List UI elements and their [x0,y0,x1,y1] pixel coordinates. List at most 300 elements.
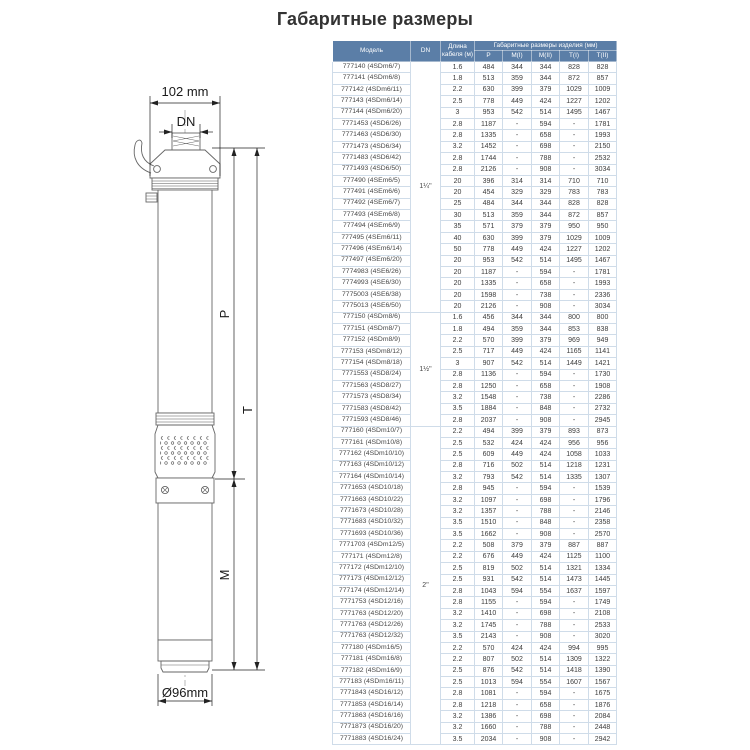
value-cell: 344 [532,62,560,73]
value-cell: 1335 [475,130,503,141]
value-cell: 2.5 [441,437,475,448]
table-row [333,73,617,84]
model-cell: 777142 (4SDm6/11) [333,84,411,95]
value-cell: 1155 [475,597,503,608]
model-cell: 7771763 (4SD12/32) [333,631,411,642]
value-cell: - [560,289,589,300]
model-cell: 7771703 (4SDm12/5) [333,540,411,551]
value-cell: 995 [589,642,617,653]
value-cell: 514 [532,654,560,665]
value-cell: 853 [560,323,589,334]
value-cell: 658 [532,130,560,141]
value-cell: 2.8 [441,699,475,710]
table-row [333,107,617,118]
value-cell: 1.6 [441,62,475,73]
table-row [333,358,617,369]
value-cell: 1390 [589,665,617,676]
value-cell: 1231 [589,460,617,471]
value-cell: 658 [532,699,560,710]
value-cell: 1029 [560,84,589,95]
value-cell: - [503,415,532,426]
value-cell: 424 [532,551,560,562]
value-cell: - [560,699,589,710]
value-cell: 3.5 [441,631,475,642]
value-cell: 1009 [589,232,617,243]
value-cell: 848 [532,403,560,414]
value-cell: 594 [503,585,532,596]
value-cell: 1993 [589,130,617,141]
value-cell: 828 [589,198,617,209]
value-cell: 2.2 [441,84,475,95]
value-cell: 800 [560,312,589,323]
value-cell: 872 [560,210,589,221]
value-cell: 513 [475,73,503,84]
model-cell: 7771563 (4SD8/27) [333,380,411,391]
value-cell: 710 [560,175,589,186]
model-cell: 7771493 (4SD6/50) [333,164,411,175]
value-cell: 2.2 [441,551,475,562]
dn-cell: 2" [411,426,441,745]
value-cell: 424 [503,437,532,448]
value-cell: 2.8 [441,153,475,164]
model-cell: 7771583 (4SD8/42) [333,403,411,414]
model-cell: 777144 (4SDm6/20) [333,107,411,118]
model-cell: 777181 (4SDm16/8) [333,654,411,665]
value-cell: 449 [503,244,532,255]
value-cell: 788 [532,722,560,733]
diameter-dimension-label: Ø96mm [161,685,209,700]
value-cell: 3034 [589,164,617,175]
value-cell: 876 [475,665,503,676]
model-cell: 777154 (4SDm8/18) [333,358,411,369]
value-cell: 807 [475,654,503,665]
value-cell: 1410 [475,608,503,619]
value-cell: 609 [475,449,503,460]
value-cell: 2.8 [441,164,475,175]
col-header-t1: Т(I) [560,51,589,62]
value-cell: 424 [532,244,560,255]
value-cell: 1335 [560,472,589,483]
table-row [333,96,617,107]
value-cell: 570 [475,642,503,653]
value-cell: 379 [532,426,560,437]
value-cell: - [560,506,589,517]
value-cell: 1081 [475,688,503,699]
value-cell: 1876 [589,699,617,710]
value-cell: 449 [503,96,532,107]
value-cell: 454 [475,187,503,198]
value-cell: 778 [475,244,503,255]
value-cell: 1421 [589,358,617,369]
value-cell: 25 [441,198,475,209]
model-cell: 7771453 (4SD6/26) [333,118,411,129]
model-cell: 7771653 (4SD10/18) [333,483,411,494]
model-cell: 777160 (4SDm10/7) [333,426,411,437]
value-cell: 532 [475,437,503,448]
value-cell: 379 [532,84,560,95]
value-cell: 2126 [475,164,503,175]
value-cell: 494 [475,426,503,437]
value-cell: 848 [532,517,560,528]
value-cell: 2.8 [441,130,475,141]
value-cell: 1548 [475,392,503,403]
value-cell: 3020 [589,631,617,642]
value-cell: 2084 [589,711,617,722]
value-cell: 3 [441,358,475,369]
value-cell: 359 [503,210,532,221]
value-cell: 819 [475,563,503,574]
value-cell: 449 [503,551,532,562]
model-cell: 777164 (4SDm10/14) [333,472,411,483]
value-cell: 1495 [560,255,589,266]
value-cell: 908 [532,415,560,426]
value-cell: - [560,722,589,733]
value-cell: - [503,529,532,540]
model-cell: 777493 (4SEm6/8) [333,210,411,221]
model-cell: 777140 (4SDm6/7) [333,62,411,73]
value-cell: 1309 [560,654,589,665]
value-cell: 508 [475,540,503,551]
value-cell: 2.5 [441,346,475,357]
model-cell: 777495 (4SEm6/11) [333,232,411,243]
table-row [333,267,617,278]
value-cell: 3.2 [441,722,475,733]
value-cell: - [503,278,532,289]
value-cell: 542 [503,472,532,483]
value-cell: 3.2 [441,141,475,152]
table-row [333,346,617,357]
value-cell: 344 [532,73,560,84]
value-cell: 945 [475,483,503,494]
col-header-p: P [475,51,503,62]
value-cell: 994 [560,642,589,653]
value-cell: 907 [475,358,503,369]
value-cell: 2945 [589,415,617,426]
value-cell: 1009 [589,84,617,95]
table-row [333,449,617,460]
table-row [333,563,617,574]
value-cell: 379 [532,335,560,346]
table-row [333,244,617,255]
table-row [333,506,617,517]
value-cell: 514 [532,472,560,483]
value-cell: - [560,141,589,152]
value-cell: - [503,369,532,380]
value-cell: 2.5 [441,563,475,574]
value-cell: - [503,164,532,175]
value-cell: - [503,301,532,312]
value-cell: - [503,118,532,129]
value-cell: 2126 [475,301,503,312]
value-cell: 800 [589,312,617,323]
value-cell: 329 [532,187,560,198]
value-cell: 698 [532,711,560,722]
table-row [333,141,617,152]
table-row [333,415,617,426]
value-cell: 788 [532,506,560,517]
value-cell: 379 [532,540,560,551]
value-cell: 399 [503,426,532,437]
model-cell: 7771683 (4SD10/32) [333,517,411,528]
value-cell: 2.2 [441,654,475,665]
value-cell: 783 [589,187,617,198]
value-cell: 554 [532,585,560,596]
value-cell: 20 [441,255,475,266]
value-cell: 950 [589,221,617,232]
value-cell: - [560,688,589,699]
value-cell: 630 [475,84,503,95]
value-cell: 956 [560,437,589,448]
value-cell: 424 [532,437,560,448]
value-cell: 3.2 [441,472,475,483]
value-cell: 1097 [475,494,503,505]
value-cell: - [503,734,532,745]
value-cell: 542 [503,255,532,266]
value-cell: 1510 [475,517,503,528]
value-cell: 1321 [560,563,589,574]
value-cell: 1227 [560,244,589,255]
value-cell: 3.2 [441,620,475,631]
value-cell: 594 [532,483,560,494]
table-row [333,472,617,483]
value-cell: 956 [589,437,617,448]
value-cell: 658 [532,380,560,391]
value-cell: 1218 [560,460,589,471]
model-cell: 777492 (4SEm6/7) [333,198,411,209]
value-cell: 908 [532,164,560,175]
value-cell: 1730 [589,369,617,380]
value-cell: 2034 [475,734,503,745]
value-cell: 594 [503,677,532,688]
model-cell: 777171 (4SDm12/8) [333,551,411,562]
value-cell: 2.2 [441,540,475,551]
value-cell: - [503,517,532,528]
table-row [333,301,617,312]
value-cell: - [560,631,589,642]
table-row [333,722,617,733]
table-row [333,711,617,722]
value-cell: 857 [589,210,617,221]
value-cell: 542 [503,574,532,585]
value-cell: 908 [532,734,560,745]
value-cell: - [503,403,532,414]
value-cell: - [560,734,589,745]
value-cell: - [560,118,589,129]
value-cell: 1202 [589,244,617,255]
model-cell: 777143 (4SDm6/14) [333,96,411,107]
model-cell: 777161 (4SDm10/8) [333,437,411,448]
value-cell: 828 [560,62,589,73]
value-cell: 738 [532,289,560,300]
table-row [333,312,617,323]
value-cell: 2358 [589,517,617,528]
value-cell: - [503,506,532,517]
value-cell: 1675 [589,688,617,699]
table-row [333,699,617,710]
value-cell: - [560,597,589,608]
value-cell: 2.2 [441,642,475,653]
value-cell: 953 [475,255,503,266]
table-row [333,175,617,186]
value-cell: 908 [532,631,560,642]
value-cell: 1187 [475,118,503,129]
value-cell: 676 [475,551,503,562]
model-cell: 777173 (4SDm12/12) [333,574,411,585]
value-cell: 344 [532,323,560,334]
value-cell: 344 [503,312,532,323]
value-cell: 2.5 [441,677,475,688]
value-cell: 1136 [475,369,503,380]
value-cell: 20 [441,187,475,198]
value-cell: 40 [441,232,475,243]
value-cell: 3.5 [441,734,475,745]
table-row [333,198,617,209]
value-cell: 514 [532,665,560,676]
value-cell: 3 [441,107,475,118]
p-dimension-label: P [217,309,232,319]
value-cell: - [560,278,589,289]
model-cell: 7771853 (4SD16/14) [333,699,411,710]
model-cell: 7771673 (4SD10/28) [333,506,411,517]
value-cell: - [503,494,532,505]
model-cell: 777183 (4SDm16/11) [333,677,411,688]
value-cell: 2336 [589,289,617,300]
value-cell: 908 [532,529,560,540]
value-cell: - [560,529,589,540]
value-cell: 1033 [589,449,617,460]
value-cell: 344 [532,198,560,209]
table-row [333,631,617,642]
value-cell: - [560,620,589,631]
model-cell: 777496 (4SEm6/14) [333,244,411,255]
col-header-model: Модель [333,41,411,62]
model-cell: 7771473 (4SD6/34) [333,141,411,152]
value-cell: 514 [532,358,560,369]
value-cell: 594 [532,267,560,278]
table-row [333,255,617,266]
table-row [333,529,617,540]
value-cell: 1043 [475,585,503,596]
value-cell: - [503,597,532,608]
value-cell: 50 [441,244,475,255]
value-cell: 1597 [589,585,617,596]
value-cell: - [560,380,589,391]
value-cell: 828 [560,198,589,209]
table-row [333,403,617,414]
value-cell: 2.5 [441,665,475,676]
model-cell: 7771573 (4SD8/34) [333,392,411,403]
table-row [333,130,617,141]
model-cell: 7771763 (4SD12/20) [333,608,411,619]
value-cell: 698 [532,141,560,152]
pump-outline [134,133,220,672]
value-cell: 2.8 [441,597,475,608]
col-header-t2: Т(II) [589,51,617,62]
value-cell: 778 [475,96,503,107]
model-cell: 777162 (4SDm10/10) [333,449,411,460]
value-cell: 1141 [589,346,617,357]
value-cell: 571 [475,221,503,232]
value-cell: 1781 [589,118,617,129]
col-header-dn: DN [411,41,441,62]
value-cell: 1.6 [441,312,475,323]
value-cell: 502 [503,460,532,471]
table-row [333,118,617,129]
table-body [333,62,617,745]
value-cell: 887 [560,540,589,551]
value-cell: 1745 [475,620,503,631]
table-row [333,551,617,562]
value-cell: 2286 [589,392,617,403]
model-cell: 7775003 (4SE6/38) [333,289,411,300]
value-cell: 1013 [475,677,503,688]
model-cell: 7774993 (4SE6/30) [333,278,411,289]
value-cell: 344 [503,198,532,209]
value-cell: 630 [475,232,503,243]
value-cell: 2.5 [441,96,475,107]
value-cell: - [560,494,589,505]
model-cell: 7771763 (4SD12/26) [333,620,411,631]
value-cell: 838 [589,323,617,334]
table-row [333,232,617,243]
value-cell: 950 [560,221,589,232]
table-row [333,654,617,665]
value-cell: 424 [503,642,532,653]
table-row [333,437,617,448]
value-cell: 502 [503,563,532,574]
value-cell: 873 [589,426,617,437]
value-cell: 399 [503,84,532,95]
model-cell: 7771883 (4SD16/24) [333,734,411,745]
value-cell: - [503,153,532,164]
value-cell: 20 [441,267,475,278]
value-cell: 1334 [589,563,617,574]
value-cell: 2.8 [441,483,475,494]
model-cell: 777163 (4SDm10/12) [333,460,411,471]
table-row [333,734,617,745]
value-cell: 2.8 [441,380,475,391]
value-cell: 2.8 [441,415,475,426]
table-row [333,187,617,198]
table-row [333,323,617,334]
model-cell: 7771873 (4SD16/20) [333,722,411,733]
value-cell: 449 [503,449,532,460]
table-row [333,585,617,596]
value-cell: 716 [475,460,503,471]
table-row [333,153,617,164]
table-row [333,688,617,699]
value-cell: - [560,711,589,722]
value-cell: 2150 [589,141,617,152]
value-cell: 379 [503,540,532,551]
table-row [333,289,617,300]
value-cell: 872 [560,73,589,84]
table-row [333,392,617,403]
value-cell: 344 [503,62,532,73]
model-cell: 777180 (4SDm16/5) [333,642,411,653]
model-cell: 777151 (4SDm8/7) [333,323,411,334]
value-cell: 1660 [475,722,503,733]
model-cell: 7771663 (4SD10/22) [333,494,411,505]
value-cell: 20 [441,289,475,300]
value-cell: 484 [475,198,503,209]
value-cell: 1467 [589,255,617,266]
value-cell: 1993 [589,278,617,289]
value-cell: 359 [503,323,532,334]
value-cell: 658 [532,278,560,289]
value-cell: - [560,369,589,380]
table-row [333,460,617,471]
